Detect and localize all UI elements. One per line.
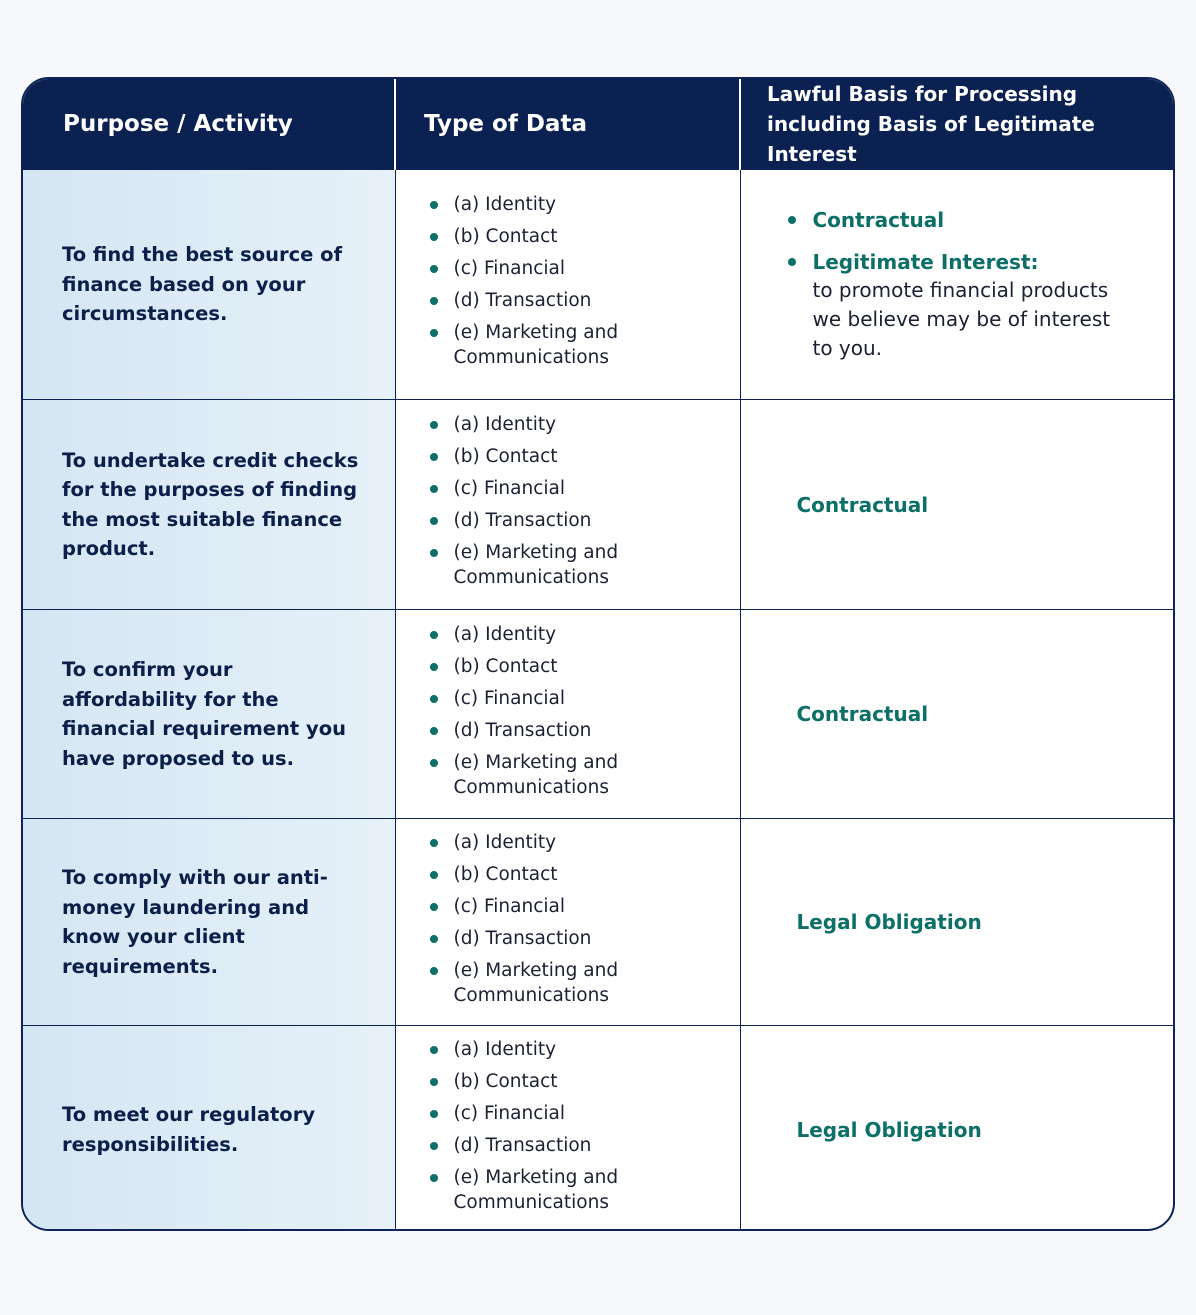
data-type-item: (d) Transaction — [426, 508, 740, 533]
data-type-item: (c) Financial — [426, 894, 740, 919]
basis-item — [785, 206, 1174, 234]
data-type-item — [426, 320, 740, 370]
data-type-item — [426, 1165, 740, 1215]
data-type-list — [426, 192, 740, 370]
header-lawful-basis-text: Lawful Basis for Processing including Basis of Legitimate Interest — [767, 82, 1095, 166]
data-type-item: (a) Identity — [426, 1037, 740, 1062]
data-type-item: (b) Contact — [426, 224, 740, 249]
data-type-list — [426, 1037, 740, 1215]
data-type-item: (a) Identity — [426, 830, 740, 855]
lawful-basis-table — [21, 77, 1175, 1231]
type-cell — [395, 610, 740, 819]
basis-value: Legal Obligation — [796, 910, 982, 934]
data-type-item: (b) Contact — [426, 654, 740, 679]
basis-value: Contractual — [796, 702, 929, 726]
header-lawful-basis — [740, 79, 1173, 170]
table-header-row — [23, 79, 1173, 170]
data-type-text: (e) Marketing and Communications — [453, 1167, 619, 1214]
data-type-item: (c) Financial — [426, 1101, 740, 1126]
basis-cell — [740, 610, 1173, 819]
data-type-item: (a) Identity — [426, 622, 740, 647]
table-row — [23, 170, 1173, 400]
data-processing-table — [23, 79, 1173, 1231]
data-type-item: (d) Transaction — [426, 1133, 740, 1158]
type-cell — [395, 819, 740, 1026]
data-type-item: (b) Contact — [426, 1069, 740, 1094]
purpose-cell: To undertake credit checks for the purposes of finding the most suitable finance product. — [23, 400, 395, 610]
basis-cell — [740, 400, 1173, 610]
purpose-cell: To confirm your affordability for the financial requirement you have proposed to us. — [23, 610, 395, 819]
basis-cell — [740, 170, 1173, 400]
type-cell — [395, 1026, 740, 1232]
basis-cell — [740, 1026, 1173, 1232]
basis-label: Contractual — [812, 208, 945, 232]
basis-value: Contractual — [796, 492, 929, 517]
data-type-list — [426, 830, 740, 1008]
purpose-cell: To meet our regulatory responsibilities. — [23, 1026, 395, 1232]
header-purpose: Purpose / Activity — [23, 79, 395, 170]
purpose-cell: To comply with our anti-money laundering and know your client requirements. — [23, 819, 395, 1026]
data-type-item: (c) Financial — [426, 256, 740, 281]
data-type-item: (c) Financial — [426, 686, 740, 711]
data-type-text: (e) Marketing and Communications — [453, 959, 619, 1006]
table-row — [23, 400, 1173, 610]
data-type-item — [426, 540, 740, 590]
table-row — [23, 610, 1173, 819]
data-type-list — [426, 622, 740, 800]
data-type-list — [426, 412, 740, 590]
data-type-item: (b) Contact — [426, 862, 740, 887]
table-row — [23, 819, 1173, 1026]
type-cell — [395, 170, 740, 400]
header-type-of-data: Type of Data — [395, 79, 740, 170]
type-cell — [395, 400, 740, 610]
basis-description: to promote financial products we believe may be of interest to you. — [812, 278, 1111, 360]
data-type-item: (c) Financial — [426, 476, 740, 501]
basis-label: Legitimate Interest: — [812, 250, 1039, 274]
data-type-item — [426, 750, 740, 800]
basis-cell — [740, 819, 1173, 1026]
data-type-text: (e) Marketing and Communications — [453, 542, 619, 588]
data-type-item: (a) Identity — [426, 192, 740, 217]
data-type-item: (d) Transaction — [426, 718, 740, 743]
purpose-cell: To find the best source of finance based on your circumstances. — [23, 170, 395, 400]
table-row — [23, 1026, 1173, 1232]
data-type-item: (b) Contact — [426, 444, 740, 469]
data-type-item: (a) Identity — [426, 412, 740, 437]
data-type-text: (e) Marketing and Communications — [453, 751, 619, 798]
basis-list — [767, 206, 1174, 363]
data-type-item: (d) Transaction — [426, 288, 740, 313]
data-type-item: (d) Transaction — [426, 926, 740, 951]
data-type-item — [426, 958, 740, 1008]
basis-item — [785, 248, 1174, 363]
data-type-text: (e) Marketing and Communications — [453, 322, 619, 368]
basis-value: Legal Obligation — [796, 1117, 982, 1142]
